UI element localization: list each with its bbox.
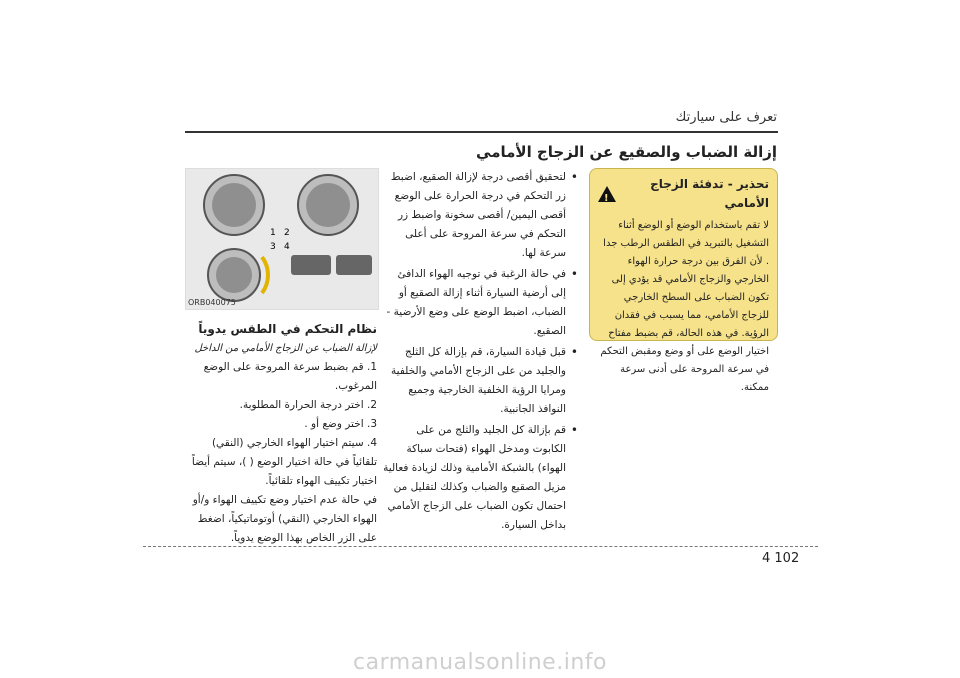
- figure-number: 4: [284, 242, 290, 252]
- control-knobs-illustration: [186, 169, 378, 309]
- list-item: في حالة عدم اختيار وضع تكييف الهواء و/أو الهواء الخارجي (النقي) أوتوماتيكياً، اضغط على الزر الخاص بهذا الوضع يدوياً.: [192, 494, 377, 544]
- warning-title-row: [598, 175, 769, 213]
- page-number: 4 102: [762, 551, 800, 566]
- steps-list: [185, 358, 377, 548]
- figure-caption: ORB040075: [188, 298, 236, 307]
- footer-divider: [143, 546, 818, 547]
- list-item: • قبل قيادة السيارة، قم بإزالة كل الثلج والجليد من على الزجاج الأمامي والخلفية ومرايا الرؤية الخلفية الخارجية وجميع النوافذ الجانبية.: [382, 343, 578, 419]
- left-column: [185, 320, 377, 548]
- chapter-header: تعرف على سيارتك: [675, 110, 777, 125]
- warning-box: [589, 168, 778, 393]
- header-divider: [185, 131, 778, 133]
- figure-number: 1: [270, 228, 276, 238]
- figure-number: 2: [284, 228, 290, 238]
- watermark: carmanualsonline.info: [353, 650, 607, 675]
- list-item: • قم بإزالة كل الجليد والثلج من على الكابوت ومدخل الهواء (فتحات سباكة الهواء) بالشبكة الأمامية وذلك لزيادة فعالية مزيل الصقيع والضباب وكذلك لتقليل من احتمال تكون الضباب على الزجاج الأمامي بداخل السيارة.: [382, 421, 578, 535]
- list-item: 3. اختر وضع أو .: [304, 418, 377, 430]
- ac-button-icon: [291, 255, 331, 275]
- list-item: 2. اختر درجة الحرارة المطلوبة.: [239, 399, 377, 411]
- controls-subtitle: لإزالة الضباب عن الزجاج الأمامي من الداخل: [194, 343, 377, 354]
- section-title: إزالة الضباب والصقيع عن الزجاج الأمامي: [476, 143, 777, 161]
- warning-triangle-icon: [598, 186, 616, 202]
- figure-number: 3: [270, 242, 276, 252]
- recirculation-button-icon: [336, 255, 372, 275]
- list-item: 4. سيتم اختيار الهواء الخارجي (النقي) تلقائياً في حالة اختيار الوضع ( )، سيتم أيضاً اختيار تكييف الهواء تلقائياً.: [191, 437, 377, 487]
- warning-title: تحذير - تدفئة الزجاج الأمامي: [650, 177, 769, 210]
- list-item: 1. قم بضبط سرعة المروحة على الوضع المرغوب.: [203, 361, 377, 392]
- warning-body: لا تقم باستخدام الوضع أو الوضع أثناء التشغيل بالتبريد في الطقس الرطب جدا . لأن الفرق بين درجة حرارة الهواء الخارجي والزجاج الأمامي قد يؤدي إلى تكون الضباب على السطح الخارجي للزجاج الأمامي، مما يسبب في فقدان الرؤية. في هذه الحالة، قم بضبط مفتاح اختيار الوضع على أو وضع ومقبض التحكم في سرعة المروحة على أدنى سرعة ممكنة.: [600, 220, 769, 393]
- list-item: • لتحقيق أقصى درجة لإزالة الصقيع، اضبط زر التحكم في درجة الحرارة على الوضع أقصى اليمين/ أقصى سخونة واضبط زر التحكم في سرعة المروحة على أعلى سرعة لها.: [382, 168, 578, 263]
- control-panel-figure: [185, 168, 379, 310]
- bullet-list: [382, 168, 578, 537]
- controls-title: نظام التحكم في الطقس يدوياً: [198, 322, 377, 336]
- list-item: • في حالة الرغبة في توجيه الهواء الدافئ إلى أرضية السيارة أثناء إزالة الصقيع أو الضباب، اضبط الوضع على وضع الأرضية - الصقيع.: [382, 265, 578, 341]
